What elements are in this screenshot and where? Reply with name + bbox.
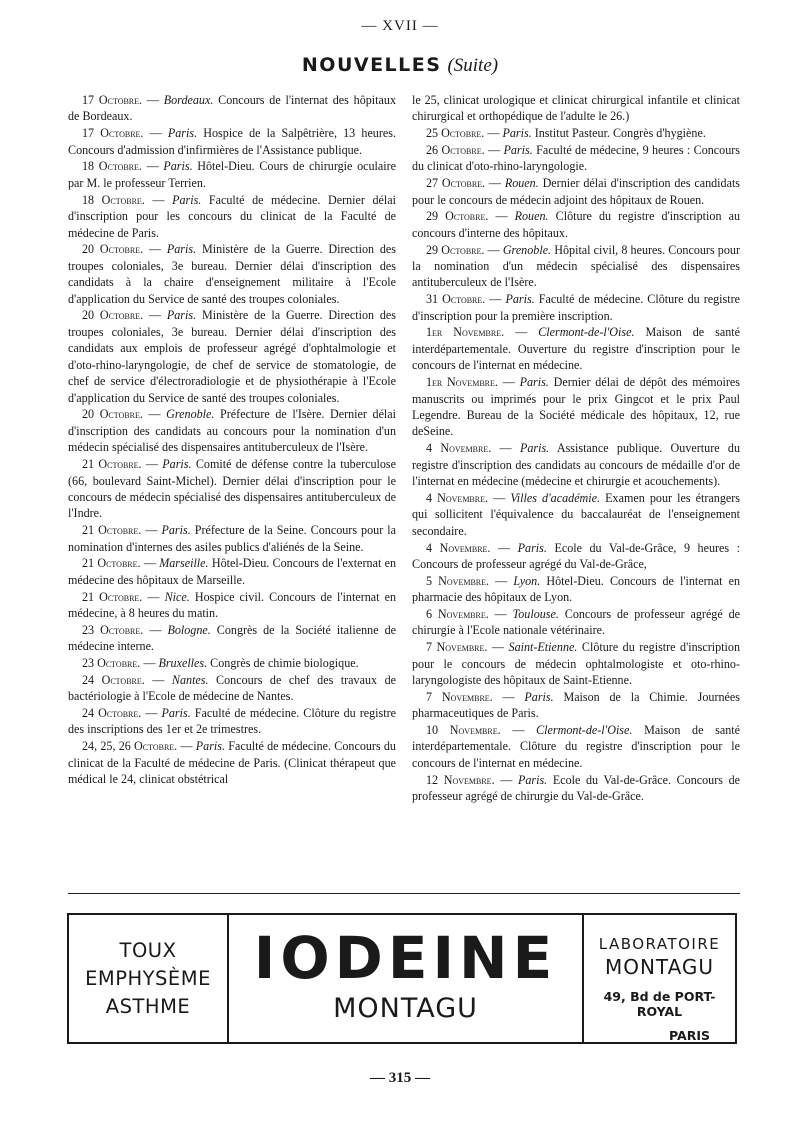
entry-text: le 25, clinicat urologique et clinicat chirurgical infantile et clinicat chirurgical et orthopédique de l'adulte le 26.) — [412, 93, 740, 124]
entry-city: Grenoble. — [502, 242, 552, 257]
news-entry: 5 Novembre. — Lyon. Hôtel-Dieu. Concours de l'internat en pharmacie des hôpitaux de Lyon. — [412, 573, 741, 605]
news-entry: 23 Octobre. — Bologne. Congrès de la Société italienne de médecine interne. — [68, 622, 397, 654]
ad-address: 49, Bd de PORT-ROYAL — [603, 989, 716, 1019]
entry-date: 29 Octobre. — [426, 242, 485, 257]
entry-date: 20 Octobre. — [82, 308, 144, 323]
news-entry: 20 Octobre. — Paris. Ministère de la Guerre. Direction des troupes coloniales, 3e bureau. Dernier délai d'inscription des candidats à la chaire d'enseignement militaire à l'Ecole d'application du Service de santé des troupes coloniales. — [68, 242, 397, 306]
news-entry: 17 Octobre. — Paris. Hospice de la Salpêtrière, 13 heures. Concours d'admission d'infirmières de l'Assistance publique. — [68, 126, 396, 157]
section-heading — [0, 54, 800, 77]
news-entry: 17 Octobre. — Bordeaux. Concours de l'internat des hôpitaux de Bordeaux. — [68, 93, 396, 124]
ad-lab-line2: MONTAGU — [604, 955, 715, 979]
entry-date: 6 Novembre. — [426, 606, 489, 621]
section-title: NOUVELLES — [301, 54, 442, 76]
entry-text: Faculté de médecine. Concours du clinicat de la Faculté de médecine de Paris. (Clinicat thérapeut que médical le 24, clinicat obstétrical — [68, 739, 396, 787]
entry-date: 7 Novembre. — [426, 640, 488, 655]
entry-text: Préfecture de la Seine. Concours pour la nomination d'internes des asiles publics d'aliénés de la Seine. — [68, 523, 396, 554]
entry-city: Bruxelles. — [158, 655, 208, 670]
entry-city: Lyon. — [513, 573, 541, 588]
news-entry: 12 Novembre. — Paris. Ecole du Val-de-Grâce. Concours de professeur agrégé de chirurgie du Val-de-Grâce. — [412, 772, 740, 804]
news-entry: 21 Octobre. — Paris. Préfecture de la Seine. Concours pour la nomination d'internes des asiles publics d'aliénés de la Seine. — [68, 523, 396, 554]
entry-date: 23 Octobre. — [82, 622, 144, 637]
entry-text: Préfecture de l'Isère. Dernier délai d'inscription des candidats au concours pour la nomination d'un médecin spécialisé des dispensaires antituberculeux de l'Isère. — [68, 407, 397, 455]
entry-city: Paris. — [163, 159, 193, 174]
entry-date: 18 Octobre. — [82, 159, 142, 174]
entry-city: Paris. — [524, 689, 554, 704]
page-number: — 315 — — [370, 1070, 430, 1086]
news-entry: 29 Octobre. — Rouen. Clôture du registre d'inscription au concours d'interne des hôpitaux. — [412, 209, 740, 240]
entry-date: 21 Octobre. — [82, 523, 142, 538]
news-entry: 10 Novembre. — Clermont-de-l'Oise. Maison de santé interdépartementale. Clôture du registre d'inscription pour le concours de l'internat en médecine. — [412, 722, 740, 770]
entry-text: Ministère de la Guerre. Direction des troupes coloniales, 3e bureau. Dernier délai d'inscription des candidats à la chaire d'enseignement militaire à l'Ecole d'application du Service de santé des troupes coloniales. — [68, 242, 397, 306]
entry-city: Paris. — [166, 242, 197, 257]
entry-date: 21 Octobre. — [82, 556, 141, 571]
entry-text: Assistance publique. Ouverture du registre d'inscription des candidats au concours de médaille d'or de l'internat en médecine (médecine et chirurgie et acouchements). — [412, 441, 740, 489]
news-entry: 1er Novembre. — Clermont-de-l'Oise. Maison de santé interdépartementale. Ouverture du registre d'inscription pour le concours de l'internat en médecine. — [412, 325, 740, 373]
ad-laboratory — [582, 915, 735, 1042]
entry-text: Examen pour les étrangers qui sollicitent l'équivalence du baccalauréat de l'enseignement secondaire. — [412, 490, 740, 538]
entry-text: Faculté de médecine. Clôture du registre d'inscription pour la première inscription. — [412, 292, 740, 323]
news-entry: 7 Novembre. — Paris. Maison de la Chimie. Journées pharmaceutiques de Paris. — [412, 689, 740, 721]
entry-text: Dernier délai de dépôt des mémoires manuscrits ou imprimés pour le prix Gingcot et le prix Paul Legendre. Bureau de la Société médicale des hôpitaux, 12, rue deSeine. — [412, 375, 740, 439]
entry-city: Paris. — [167, 126, 198, 141]
news-entry: 25 Octobre. — Paris. Institut Pasteur. Congrès d'hygiène. — [426, 126, 706, 141]
entry-date: 23 Octobre. — [82, 655, 141, 670]
entry-date: 1er Novembre. — [426, 325, 505, 340]
entry-date: 18 Octobre. — [82, 192, 145, 207]
entry-city: Paris. — [195, 739, 225, 754]
ad-brand-panel — [229, 915, 582, 1042]
entry-date: 4 Novembre. — [426, 490, 489, 505]
ad-city: PARIS — [669, 1028, 710, 1043]
entry-text: Hospice de la Salpêtrière, 13 heures. Concours d'admission d'infirmières de l'Assistance publique. — [68, 126, 396, 157]
entry-date: 24, 25, 26 Octobre. — [82, 739, 178, 754]
news-entry: 1er Novembre. — Paris. Dernier délai de dépôt des mémoires manuscrits ou imprimés pour le prix Gingcot et le prix Paul Legendre. Bureau de la Société médicale des hôpitaux, 12, rue deSeine. — [412, 375, 740, 439]
entry-city: Paris. — [503, 142, 533, 157]
entry-date: 25 Octobre. — [426, 126, 485, 141]
entry-city: Paris. — [161, 523, 191, 538]
entry-text: Congrès de chimie biologique. — [210, 655, 359, 670]
entry-text: Concours de professeur agrégé de chirurgie à l'Ecole nationale vétérinaire. — [412, 606, 741, 638]
entry-date: 12 Novembre. — [426, 772, 495, 787]
entry-date: 21 Octobre. — [82, 589, 143, 604]
news-entry: 29 Octobre. — Grenoble. Hôpital civil, 8 heures. Concours pour la nomination d'un médecin spécialisé des dispensaires antituberculeux de l'Isère. — [412, 242, 740, 290]
news-entry: 6 Novembre. — Toulouse. Concours de professeur agrégé de chirurgie à l'Ecole nationale vétérinaire. — [412, 606, 741, 638]
entry-text: Maison de santé interdépartementale. Ouverture du registre d'inscription pour le concours de l'internat en médecine. — [412, 325, 740, 373]
ad-indication: EMPHYSÈME — [85, 966, 211, 990]
entry-text: Concours de l'internat des hôpitaux de Bordeaux. — [68, 93, 396, 124]
entry-city: Marseille. — [159, 556, 209, 571]
news-entry: 21 Octobre. — Nice. Hospice civil. Concours de l'internat en médecine, à 8 heures du matin. — [68, 589, 396, 621]
news-entry: 21 Octobre. — Marseille. Hôtel-Dieu. Concours de l'externat en médecine des hôpitaux de Marseille. — [68, 556, 397, 587]
entry-city: Nice. — [164, 589, 190, 604]
entry-city: Nantes. — [171, 672, 209, 687]
entry-city: Bordeaux. — [163, 93, 214, 107]
entry-date: 24 Octobre. — [82, 672, 145, 687]
entry-city: Paris. — [161, 705, 191, 720]
entry-date: 26 Octobre. — [426, 142, 485, 157]
entry-date: 4 Novembre. — [426, 441, 492, 456]
entry-date: 24 Octobre. — [82, 705, 142, 720]
ad-indications — [69, 915, 229, 1042]
entry-text: Ministère de la Guerre. Direction des troupes coloniales, 3e bureau. Dernier délai d'inscription des candidats aux emplois de professeur agrégé d'ophtalmologie et d'oto-rhino-laryngologie, de chef de service de stomatologie, de chef de service d'électroradiologie et de physiothérapie à l'Ecole d'application du Service de santé des troupes coloniales. — [68, 308, 397, 405]
entry-text: Institut Pasteur. Congrès d'hygiène. — [534, 126, 706, 141]
entry-city: Grenoble. — [166, 407, 215, 422]
entry-text: Faculté de médecine, 9 heures : Concours du clinicat d'oto-rhino-laryngologie. — [412, 142, 740, 174]
entry-text: Comité de défense contre la tuberculose (66, boulevard Saint-Michel). Dernier délai d'inscription pour le concours de médecin spécialisé des dispensaires antituberculeux de l'Indre. — [68, 457, 396, 521]
entry-date: 17 Octobre. — [82, 93, 143, 107]
entry-city: Paris. — [162, 457, 192, 472]
entry-text: Clôture du registre d'inscription pour le concours de médecin ophtalmologiste et oto-rhino-laryngologiste des hôpitaux de Saint-Etienne. — [412, 640, 740, 688]
entry-text: Ecole du Val-de-Grâce, 9 heures : Concours de professeur agrégé du Val-de-Grâce, — [412, 540, 740, 571]
entry-date: 20 Octobre. — [82, 242, 144, 257]
entry-date: 31 Octobre. — [426, 292, 486, 307]
ad-brand-sub: MONTAGU — [333, 993, 478, 1024]
entry-city: Clermont-de-l'Oise. — [536, 722, 633, 737]
news-entry: 21 Octobre. — Paris. Comité de défense contre la tuberculose (66, boulevard Saint-Michel). Dernier délai d'inscription pour le concours de médecin spécialisé des dispensaires antituberculeux de l'Indre. — [68, 457, 396, 521]
news-entry: 4 Novembre. — Paris. Ecole du Val-de-Grâce, 9 heures : Concours de professeur agrégé du Val-de-Grâce, — [412, 540, 740, 571]
news-entry: 23 Octobre. — Bruxelles. Congrès de chimie biologique. — [82, 655, 359, 670]
entry-text: Dernier délai d'inscription des candidats pour le concours de médecin adjoint des hôpitaux de Rouen. — [412, 176, 741, 207]
news-entry: 26 Octobre. — Paris. Faculté de médecine, 9 heures : Concours du clinicat d'oto-rhino-laryngologie. — [412, 142, 740, 174]
news-entry: 7 Novembre. — Saint-Etienne. Clôture du registre d'inscription pour le concours de médecin ophtalmologiste et oto-rhino-laryngologiste des hôpitaux de Saint-Etienne. — [412, 640, 740, 688]
entry-city: Paris. — [172, 192, 202, 207]
entry-date: 20 Octobre. — [82, 407, 143, 422]
ad-indication: ASTHME — [105, 994, 191, 1018]
entry-city: Paris. — [519, 441, 550, 456]
entry-date: 4 Novembre. — [426, 540, 491, 555]
news-entry: 27 Octobre. — Rouen. Dernier délai d'inscription des candidats pour le concours de médecin adjoint des hôpitaux de Rouen. — [412, 176, 741, 207]
news-entry: 24, 25, 26 Octobre. — Paris. Faculté de médecine. Concours du clinicat de la Faculté de médecine de Paris. (Clinicat thérapeut que médical le 24, clinicat obstétrical — [68, 739, 396, 787]
entry-date: 21 Octobre. — [82, 457, 142, 472]
news-entry: 20 Octobre. — Paris. Ministère de la Guerre. Direction des troupes coloniales, 3e bureau. Dernier délai d'inscription des candidats aux emplois de professeur agrégé d'ophtalmologie et d'oto-rhino-laryngologie, de chef de service de stomatologie, de chef de service d'électroradiologie et de physiothérapie à l'Ecole d'application du Service de santé des troupes coloniales. — [68, 308, 397, 405]
divider-rule — [68, 893, 740, 894]
entry-city: Bologne. — [167, 622, 211, 637]
entry-text: Hôtel-Dieu. Cours de chirurgie oculaire par M. le professeur Terrien. — [68, 159, 397, 190]
news-entry: 18 Octobre. — Paris. Faculté de médecine. Dernier délai d'inscription pour les concours du clinicat de la Faculté de médecine de Paris. — [68, 192, 396, 240]
entry-date: 17 Octobre. — [82, 126, 144, 141]
entry-text: Hospice civil. Concours de l'internat en médecine, à 8 heures du matin. — [68, 589, 396, 621]
entry-city: Paris. — [166, 308, 197, 323]
entry-date: 5 Novembre. — [426, 573, 490, 588]
entry-city: Paris. — [517, 772, 548, 787]
entry-text: Clôture du registre d'inscription au concours d'interne des hôpitaux. — [412, 209, 740, 240]
entry-date: 1er Novembre. — [426, 375, 498, 390]
news-entry: 24 Octobre. — Nantes. Concours de chef des travaux de bactériologie à l'Ecole de médecine de Nantes. — [68, 672, 396, 704]
section-subtitle: (Suite) — [447, 55, 499, 76]
entry-city: Rouen. — [504, 176, 539, 191]
news-entry: 4 Novembre. — Paris. Assistance publique. Ouverture du registre d'inscription des candidats au concours de médaille d'or de l'internat en médecine (médecine et chirurgie et acouchements). — [412, 441, 740, 489]
ad-brand-name: IODEINE — [253, 924, 558, 992]
entry-text: Congrès de la Société italienne de médecine interne. — [68, 622, 397, 654]
entry-city: Paris. — [517, 540, 547, 555]
entry-text: Faculté de médecine. Dernier délai d'inscription pour les concours du clinicat de la Faculté de médecine de Paris. — [68, 192, 396, 240]
advertisement-box — [67, 913, 737, 1044]
news-entry: 31 Octobre. — Paris. Faculté de médecine. Clôture du registre d'inscription pour la première inscription. — [412, 292, 740, 323]
entry-text: Faculté de médecine. Clôture du registre des inscriptions des 1er et 2e trimestres. — [68, 705, 396, 737]
entry-city: Clermont-de-l'Oise. — [538, 325, 635, 340]
roman-page-number: — XVII — — [361, 18, 439, 34]
right-column — [412, 92, 740, 805]
entry-city: Paris. — [505, 292, 535, 307]
entry-text: Hôtel-Dieu. Concours de l'internat en pharmacie des hôpitaux de Lyon. — [412, 573, 741, 605]
ad-lab-line1: LABORATOIRE — [598, 935, 721, 953]
entry-city: Paris. — [519, 375, 549, 390]
entry-text: Maison de santé interdépartementale. Clôture du registre d'inscription pour le concours de l'internat en médecine. — [412, 722, 740, 770]
entry-city: Rouen. — [514, 209, 549, 224]
entry-date: 27 Octobre. — [426, 176, 486, 191]
entry-text: Ecole du Val-de-Grâce. Concours de professeur agrégé de chirurgie du Val-de-Grâce. — [412, 772, 740, 804]
news-entry: 24 Octobre. — Paris. Faculté de médecine. Clôture du registre des inscriptions des 1er et 2e trimestres. — [68, 705, 396, 737]
news-entry: 4 Novembre. — Villes d'académie. Examen pour les étrangers qui sollicitent l'équivalence du baccalauréat de l'enseignement secondaire. — [412, 490, 740, 538]
news-entry — [412, 92, 740, 125]
entry-city: Villes d'académie. — [510, 490, 601, 505]
entry-city: Saint-Etienne. — [508, 640, 578, 655]
news-entry: 20 Octobre. — Grenoble. Préfecture de l'Isère. Dernier délai d'inscription des candidats au concours pour la nomination d'un médecin spécialisé des dispensaires antituberculeux de l'Isère. — [68, 407, 397, 455]
left-column — [68, 92, 396, 788]
ad-indication: TOUX — [119, 938, 177, 962]
entry-text: Maison de la Chimie. Journées pharmaceutiques de Paris. — [412, 689, 740, 721]
entry-date: 10 Novembre. — [426, 722, 501, 737]
entry-city: Paris. — [502, 126, 532, 141]
entry-text: Concours de chef des travaux de bactériologie à l'Ecole de médecine de Nantes. — [68, 672, 396, 704]
entry-date: 29 Octobre. — [426, 209, 489, 224]
entry-date: 7 Novembre. — [426, 689, 493, 704]
entry-city: Toulouse. — [512, 606, 559, 621]
entry-text: Hôtel-Dieu. Concours de l'externat en médecine des hôpitaux de Marseille. — [68, 556, 397, 587]
news-entry: 18 Octobre. — Paris. Hôtel-Dieu. Cours de chirurgie oculaire par M. le professeur Terrien. — [68, 159, 397, 190]
entry-text: Hôpital civil, 8 heures. Concours pour la nomination d'un médecin spécialisé des dispensaires antituberculeux de l'Isère. — [412, 242, 740, 290]
